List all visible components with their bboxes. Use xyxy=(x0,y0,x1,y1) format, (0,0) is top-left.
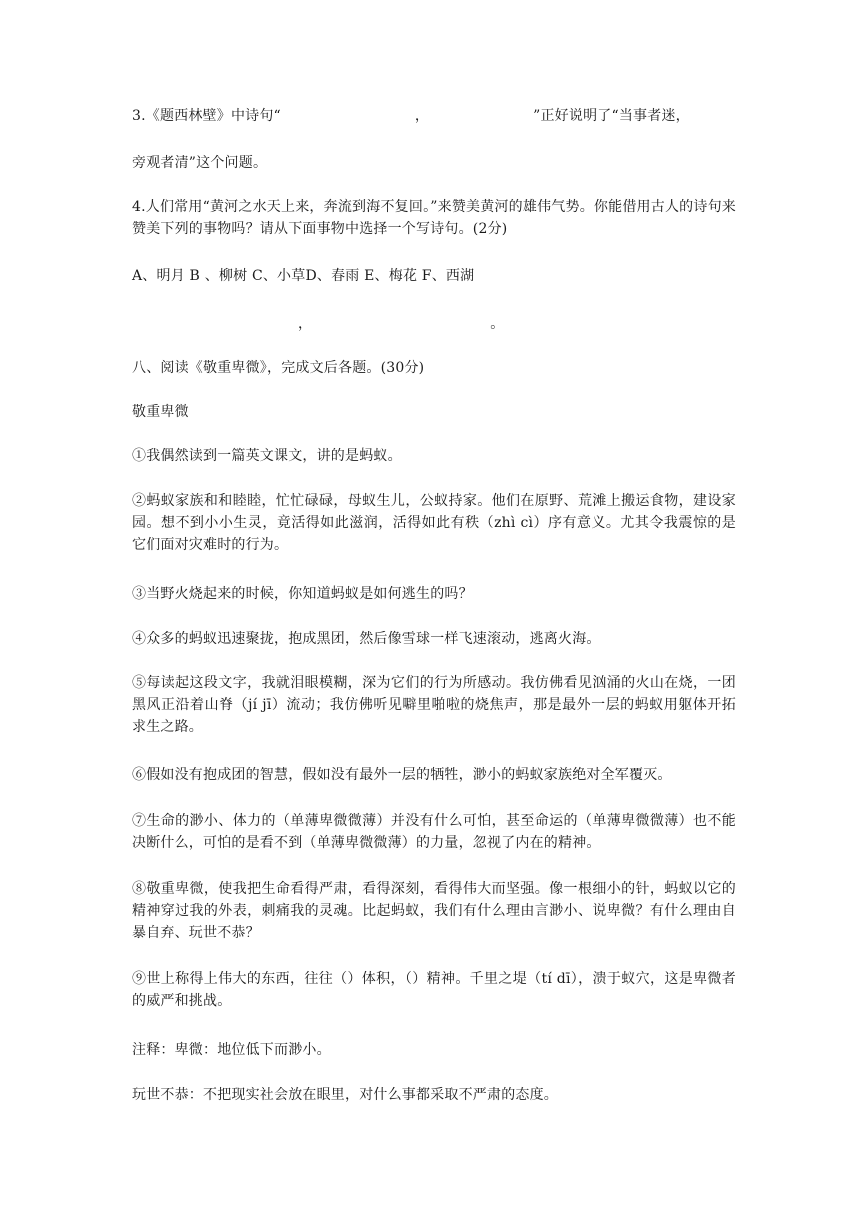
paragraph-1: ①我偶然读到一篇英文课文，讲的是蚂蚁。 xyxy=(132,448,402,464)
paragraph-9: ⑨世上称得上伟大的东西，往往（）体积，（）精神。千里之堤（tí dī），溃于蚁穴，这是卑微者的威严和挑战。 xyxy=(132,971,736,1009)
question-3-text-end: ”正好说明了“当事者迷， xyxy=(533,108,690,124)
answer-period: 。 xyxy=(490,316,505,332)
question-3-comma: ， xyxy=(414,108,430,124)
question-4-options: A、明月 B 、柳树 C、小草D、春雨 E、梅花 F、西湖 xyxy=(132,268,475,284)
question-3-line-1 xyxy=(132,106,690,126)
paragraph-2: ②蚂蚁家族和和睦睦，忙忙碌碌，母蚁生儿，公蚁持家。他们在原野、荒滩上搬运食物，建设家园。想不到小小生灵，竟活得如此滋润，活得如此有秩（zhì cì）序有意义。尤其令我震惊的是它们面对灾难时的行为。 xyxy=(132,493,736,553)
question-4-answer-line xyxy=(132,314,504,334)
paragraph-8: ⑧敬重卑微，使我把生命看得严肃，看得深刻，看得伟大而坚强。像一根细小的针，蚂蚁以它的精神穿过我的外表，刺痛我的灵魂。比起蚂蚁，我们有什么理由言渺小、说卑微？有什么理由自暴自弃、玩世不恭？ xyxy=(132,881,736,941)
section-8-heading: 八、阅读《敬重卑微》，完成文后各题。(30分) xyxy=(132,360,425,376)
note-2: 玩世不恭：不把现实社会放在眼里，对什么事都采取不严肃的态度。 xyxy=(132,1087,558,1103)
paragraph-7: ⑦生命的渺小、体力的（单薄卑微微薄）并没有什么可怕，甚至命运的（单薄卑微微薄）也不能决断什么，可怕的是看不到（单薄卑微微薄）的力量，忽视了内在的精神。 xyxy=(132,813,736,851)
question-3-line-2: 旁观者清”这个问题。 xyxy=(132,155,268,171)
answer-comma: ， xyxy=(298,316,313,332)
question-3-text-start: 3.《题西林壁》中诗句“ xyxy=(132,108,281,124)
paragraph-5: ⑤每读起这段文字，我就泪眼模糊，深为它们的行为所感动。我仿佛看见汹涌的火山在烧，一团黑风正沿着山脊（jí jī）流动；我仿佛听见噼里啪啦的烧焦声，那是最外一层的蚂蚁用躯体开拓求生之路。 xyxy=(132,675,736,735)
paragraph-4: ④众多的蚂蚁迅速聚拢，抱成黑团，然后像雪球一样飞速滚动，逃离火海。 xyxy=(132,631,601,647)
article-title: 敬重卑微 xyxy=(132,404,189,420)
note-1: 注释：卑微：地位低下而渺小。 xyxy=(132,1042,331,1058)
paragraph-3: ③当野火烧起来的时候，你知道蚂蚁是如何逃生的吗？ xyxy=(132,586,473,602)
question-4-prompt: 4.人们常用“黄河之水天上来，奔流到海不复回。”来赞美黄河的雄伟气势。你能借用古人的诗句来赞美下列的事物吗？请从下面事物中选择一个写诗句。(2分) xyxy=(132,199,736,237)
paragraph-6: ⑥假如没有抱成团的智慧，假如没有最外一层的牺牲，渺小的蚂蚁家族绝对全军覆灭。 xyxy=(132,767,672,783)
